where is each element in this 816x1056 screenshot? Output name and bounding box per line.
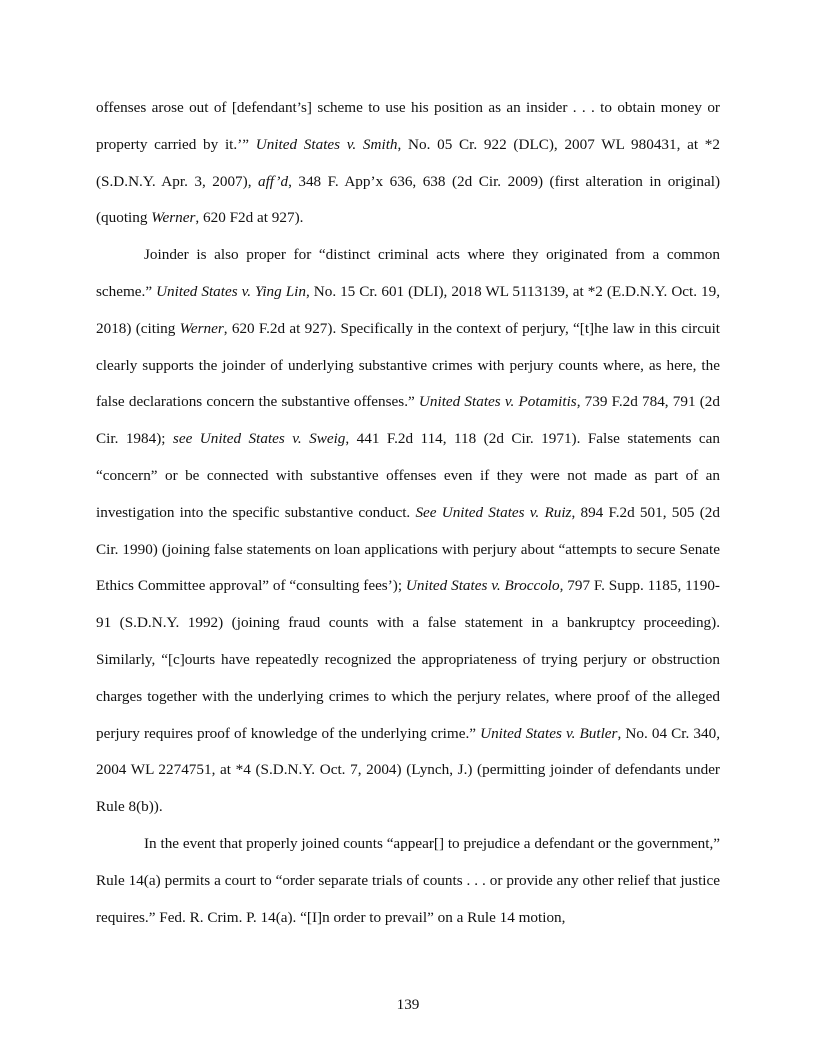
page-number: 139 — [396, 996, 420, 1013]
case-name: see United States v. Sweig — [172, 430, 346, 448]
text-segment: , 441 F.2d 114, 118 (2d Cir. 1971). False statements can “concern” or be connected with substantive offenses even if they were not made as part of an investigation into the specific substantive conduct. — [96, 430, 720, 521]
text-segment: , 797 F. Supp. 1185, 1190-91 (S.D.N.Y. 1992) (joining fraud counts with a false statement in a bankruptcy proceeding). Similarly, “[c]ourts have repeatedly recognized the appropriateness of trying perjury or obstruction charges together with the underlying crimes to which the perjury relates, where proof of the alleged perjury requires proof of knowledge of the underlying crime.” — [96, 577, 720, 742]
text-segment: , 739 F.2d 784, 791 (2d Cir. 1984); — [96, 393, 720, 448]
case-name: Werner — [151, 209, 196, 227]
case-name: See United States v. Ruiz — [415, 503, 572, 521]
text-segment: , 620 F.2d at 927). Specifically in the context of perjury, “[t]he law in this circuit clearly supports the joinder of underlying substantive crimes with perjury counts where, as here, the false declarations concern the substantive offenses.” — [96, 319, 721, 411]
text-segment: , No. 15 Cr. 601 (DLI), 2018 WL 5113139, at *2 (E.D.N.Y. Oct. 19, 2018) (citing — [96, 282, 721, 337]
text-segment: , 348 F. App’x 636, 638 (2d Cir. 2009) (first alteration in original) (quoting — [96, 172, 720, 227]
paragraph-1 — [96, 90, 720, 237]
text-segment: offenses arose out of [defendant’s] scheme to use his position as an insider . . . to obtain money or property carried by it.’” — [96, 99, 720, 153]
case-name: United States v. Potamitis — [418, 393, 577, 411]
paragraph-2 — [96, 237, 720, 826]
text-segment: , 894 F.2d 501, 505 (2d Cir. 1990) (joining false statements on loan applications with perjury about “attempts to secure Senate Ethics Committee approval” of “consulting fees’); — [96, 503, 720, 595]
case-name: United States v. Smith — [255, 135, 398, 153]
case-name: United States v. Ying Lin — [156, 282, 306, 300]
text-segment: , No. 05 Cr. 922 (DLC), 2007 WL 980431, at *2 (S.D.N.Y. Apr. 3, 2007), — [96, 135, 720, 190]
case-name: United States v. Butler — [480, 724, 618, 742]
text-segment: , No. 04 Cr. 340, 2004 WL 2274751, at *4 (S.D.N.Y. Oct. 7, 2004) (Lynch, J.) (permitting joinder of defendants under Rule 8(b)). — [96, 724, 720, 816]
text-segment: In the event that properly joined counts “appear[] to prejudice a defendant or the government,” Rule 14(a) permits a court to “order separate trials of counts . . . or provide any other relief that justice requires.” Fed. R. Crim. P. 14(a). “[I]n order to prevail” on a Rule 14 motion, — [96, 834, 720, 926]
text-segment: , 620 F2d at 927). — [195, 209, 304, 227]
citation-signal: aff’d — [257, 172, 289, 190]
text-segment: Joinder is also proper for “distinct criminal acts where they originated from a common scheme.” — [96, 246, 720, 300]
case-name: Werner — [179, 319, 224, 337]
document-body — [96, 90, 720, 936]
case-name: United States v. Broccolo — [405, 577, 560, 595]
paragraph-3 — [96, 826, 720, 936]
